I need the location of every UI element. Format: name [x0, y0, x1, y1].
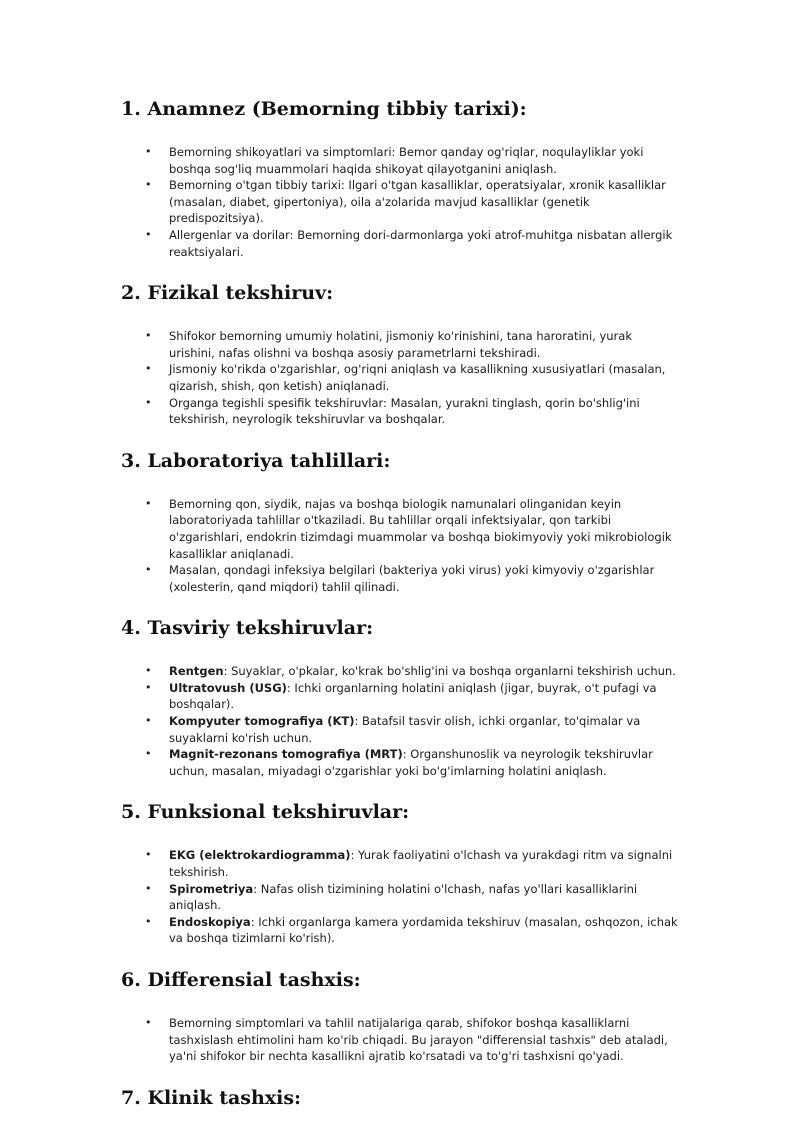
item-text: : Batafsil tasvir olish, ichki organlar, to'qimalar va suyaklarni ko'rish uchun. — [169, 714, 641, 745]
item-term: Rentgen — [169, 664, 224, 679]
list-item — [121, 746, 681, 779]
item-text: : Suyaklar, o'pkalar, ko'krak bo'shlig'ini va boshqa organlarni tekshirish uchun. — [223, 664, 676, 679]
bullet-list — [121, 847, 681, 947]
list-item — [121, 496, 681, 562]
bullet-icon: • — [145, 395, 152, 409]
item-text: Bemorning qon, siydik, najas va boshqa biologik namunalari olinganidan keyin laboratoriyada tahlillar o'tkaziladi. Bu tahlillar orqali infektsiyalar, qon tarkibi o'zgarishlari, endokrin tizimdagi muammolar va boshqa biokimyoviy yoki mikrobiologik kasalliklar aniqlanadi. — [169, 496, 672, 561]
bullet-icon: • — [145, 1016, 152, 1029]
section-heading: 2. Fizikal tekshiruv: — [121, 282, 334, 305]
item-text: Bemorning o'tgan tibbiy tarixi: Ilgari o'tgan kasalliklar, operatsiyalar, xronik kasalliklar (masalan, diabet, gipertoniya), oila a'zolarida mavjud kasalliklar (genetik predispozitsiya). — [169, 178, 666, 226]
item-term: Spirometriya — [169, 881, 254, 896]
item-term: Kompyuter tomografiya (KT) — [169, 714, 355, 729]
list-item — [121, 328, 681, 361]
item-text: Jismoniy ko'rikda o'zgarishlar, og'riqni aniqlash va kasallikning xususiyatlari (masalan, qizarish, shish, qon ketish) aniqlanadi. — [169, 362, 666, 393]
item-text: Shifokor bemorning umumiy holatini, jismoniy ko'rinishini, tana haroratini, yurak urishini, nafas olishni va boshqa asosiy parametrlarni tekshiradi. — [169, 329, 632, 360]
section-klinik — [121, 1085, 681, 1111]
bullet-icon: • — [145, 362, 152, 376]
item-text: : Nafas olish tizimining holatini o'lchash, nafas yo'llari kasalliklarini aniqlash. — [169, 881, 638, 913]
section-heading: 5. Funksional tekshiruvlar: — [121, 801, 410, 824]
item-term: EKG (elektrokardiogramma) — [169, 848, 351, 863]
list-item — [121, 847, 681, 880]
item-text: : Ichki organlarga kamera yordamida tekshiruv (masalan, oshqozon, ichak va boshqa tizimlarni ko'rish). — [169, 914, 678, 946]
bullet-icon: • — [145, 496, 152, 510]
bullet-list — [121, 328, 681, 428]
item-text: : Yurak faoliyatini o'lchash va yurakdagi ritm va signalni tekshirish. — [169, 848, 673, 880]
bullet-icon: • — [145, 329, 152, 343]
section-funksional — [121, 799, 681, 967]
section-fizikal — [121, 280, 681, 448]
bullet-icon: • — [145, 848, 152, 862]
document-page — [121, 96, 681, 1133]
list-item — [121, 395, 681, 428]
bullet-icon: • — [145, 145, 152, 158]
list-item — [121, 227, 681, 260]
bullet-icon: • — [145, 563, 152, 577]
bullet-icon: • — [145, 680, 152, 694]
section-laboratoriya — [121, 448, 681, 616]
bullet-icon: • — [145, 664, 152, 678]
bullet-list — [121, 496, 681, 596]
bullet-list — [121, 144, 681, 260]
item-text: Allergenlar va dorilar: Bemorning dori-darmonlarga yoki atrof-muhitga nisbatan allergik reaktsiyalari. — [169, 227, 673, 259]
item-term: Ultratovush (USG) — [169, 680, 287, 695]
list-item — [121, 914, 681, 947]
list-item — [121, 881, 681, 914]
bullet-list — [121, 663, 681, 779]
bullet-icon: • — [145, 227, 152, 241]
section-heading: 6. Differensial tashxis: — [121, 969, 361, 991]
list-item — [121, 144, 681, 177]
item-term: Endoskopiya — [169, 914, 251, 929]
section-anamnez — [121, 96, 681, 280]
list-item — [121, 1015, 681, 1065]
list-item — [121, 361, 681, 394]
list-item — [121, 562, 681, 595]
list-item — [121, 663, 681, 680]
list-item — [121, 177, 681, 227]
item-text: Masalan, qondagi infeksiya belgilari (bakteriya yoki virus) yoki kimyoviy o'zgarishlar (xolesterin, qand miqdori) tahlil qilinadi. — [169, 563, 655, 594]
item-text: : Organshunoslik va neyrologik tekshiruvlar uchun, masalan, miyadagi o'zgarishlar yoki bo'g'imlarning holatini aniqlash. — [169, 747, 653, 778]
section-differensial — [121, 967, 681, 1085]
section-heading: 7. Klinik tashxis: — [121, 1086, 302, 1109]
list-item — [121, 680, 681, 713]
item-text: : Ichki organlarning holatini aniqlash (jigar, buyrak, o't pufagi va boshqalar). — [169, 680, 657, 712]
bullet-icon: • — [145, 178, 152, 192]
section-heading: 4. Tasviriy tekshiruvlar: — [121, 617, 374, 640]
item-text: Bemorning shikoyatlari va simptomlari: Bemor qanday og'riqlar, noqulayliklar yoki boshqa sog'liq muammolari haqida shikoyat qilayotganini aniqlash. — [169, 145, 644, 176]
section-heading: 3. Laboratoriya tahlillari: — [121, 449, 391, 472]
bullet-icon: • — [145, 914, 152, 928]
bullet-icon: • — [145, 714, 152, 728]
item-term: Magnit-rezonans tomografiya (MRT) — [169, 747, 403, 762]
item-text: Bemorning simptomlari va tahlil natijalariga qarab, shifokor boshqa kasalliklarni tashxislash ehtimolini ham ko'rib chiqadi. Bu jarayon "differensial tashxis" deb ataladi, ya'ni shifokor bir nechta kasallikni ajratib ko'rsatadi va to'g'ri tashxisni qo'yadi. — [169, 1016, 668, 1064]
item-text: Organga tegishli spesifik tekshiruvlar: Masalan, yurakni tinglash, qorin bo'shlig'ini tekshirish, neyrologik tekshiruvlar va boshqalar. — [169, 395, 640, 427]
bullet-list — [121, 1015, 681, 1065]
section-heading: 1. Anamnez (Bemorning tibbiy tarixi): — [121, 98, 527, 120]
bullet-icon: • — [145, 747, 152, 761]
section-tasviriy — [121, 615, 681, 799]
bullet-icon: • — [145, 881, 152, 895]
list-item — [121, 713, 681, 746]
